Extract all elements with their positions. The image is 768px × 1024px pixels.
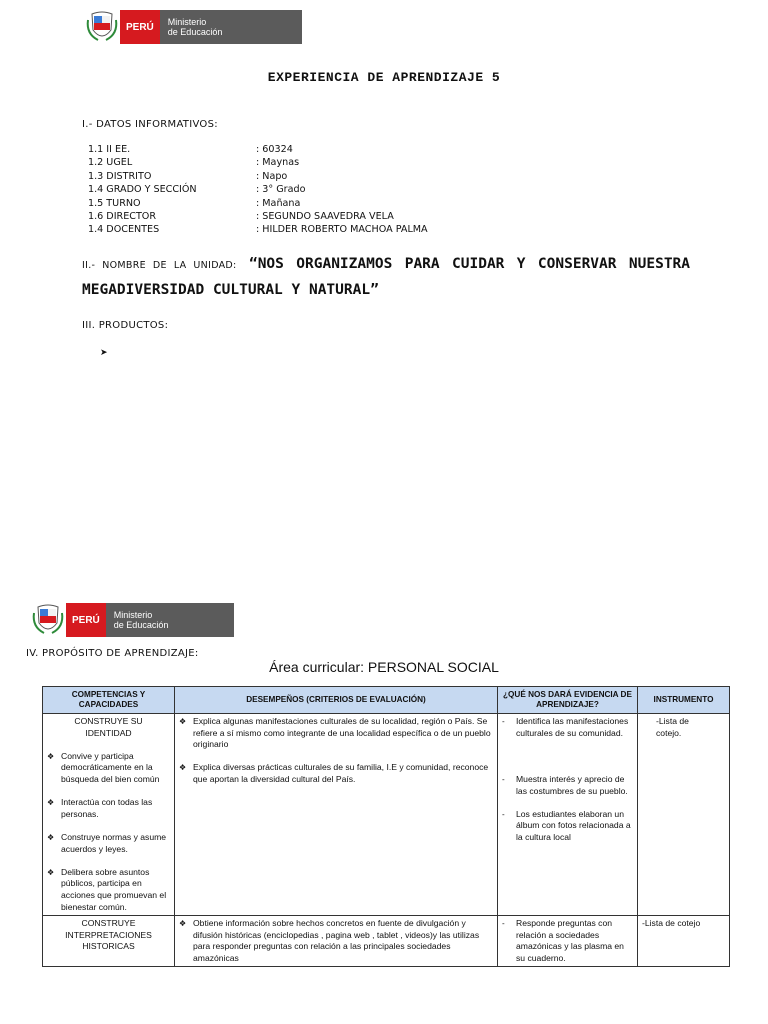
ministry-label [106, 603, 234, 637]
list-item: ❖ Construye normas y asume acuerdos y leyes. [47, 831, 167, 854]
list-item: ❖ Interactúa con todas las personas. [47, 797, 153, 819]
datos-label: 1.3 DISTRITO [88, 170, 152, 182]
datos-value: : Mañana [256, 197, 301, 209]
ministry-line-1: Ministerio [113, 610, 153, 620]
list-item: ❖ Explica diversas prácticas culturales de su familia, I.E y comunidad, reconoce que aportan la diversidad cultural del País. [179, 762, 489, 784]
ministry-line-1: Ministerio [167, 17, 207, 27]
datos-value: : Napo [256, 170, 288, 182]
area-curricular: Área curricular: PERSONAL SOCIAL [269, 659, 499, 675]
unit-name-block [82, 252, 690, 303]
header-evidencia: ¿QUÉ NOS DARÁ EVIDENCIA DE APRENDIZAJE? [498, 687, 638, 714]
datos-row [88, 223, 428, 236]
diamond-bullet-icon: ❖ [179, 717, 187, 726]
header-desempenos: DESEMPEÑOS (CRITERIOS DE EVALUACIÓN) [175, 687, 498, 714]
datos-value: : SEGUNDO SAAVEDRA VELA [256, 211, 394, 223]
datos-table [88, 143, 428, 237]
datos-row [88, 170, 428, 183]
diamond-bullet-icon: ❖ [179, 919, 187, 929]
datos-value: : Maynas [256, 157, 300, 169]
instrumento-cell [638, 916, 730, 967]
datos-value: : 60324 [256, 144, 293, 155]
datos-row [88, 210, 428, 223]
peru-label: PERÚ [120, 10, 160, 44]
section-productos: III. PRODUCTOS: [82, 320, 169, 331]
header-competencias: COMPETENCIAS Y CAPACIDADES [43, 687, 175, 714]
competencia-title: CONSTRUYE SU IDENTIDAD [74, 716, 143, 738]
list-item: - Muestra interés y aprecio de las costumbres de su pueblo. [502, 773, 628, 796]
instrumento-cell [638, 714, 730, 916]
diamond-bullet-icon: ❖ [47, 751, 55, 761]
competencias-table [42, 686, 730, 967]
peru-coat-of-arms-icon [30, 603, 66, 637]
datos-label: 1.4 GRADO Y SECCIÓN [88, 184, 197, 196]
instrumento-value: -Lista de cotejo. [656, 716, 689, 738]
competencia-title: CONSTRUYE INTERPRETACIONES HISTORICAS [65, 918, 152, 952]
arrow-bullet-icon: ➤ [100, 347, 108, 357]
datos-row [88, 183, 428, 196]
section-datos-informativos: I.- DATOS INFORMATIVOS: [82, 119, 218, 130]
ministry-banner-2 [30, 603, 234, 637]
datos-row [88, 143, 428, 156]
peru-coat-of-arms-icon [84, 10, 120, 44]
header-instrumento: INSTRUMENTO [638, 687, 730, 714]
datos-row [88, 156, 428, 169]
datos-label: 1.1 II EE. [88, 144, 131, 155]
section-nombre-unidad: II.- NOMBRE DE LA UNIDAD: [82, 260, 237, 271]
diamond-bullet-icon: ❖ [47, 867, 55, 877]
table-row [43, 714, 730, 916]
desempenos-cell [175, 916, 498, 967]
list-item: - Identifica las manifestaciones culturales de su comunidad. [502, 716, 629, 738]
diamond-bullet-icon: ❖ [179, 763, 187, 773]
ministry-banner [84, 10, 302, 44]
datos-label: 1.2 UGEL [88, 157, 133, 169]
datos-label: 1.6 DIRECTOR [88, 211, 157, 223]
instrumento-value: -Lista de cotejo [642, 918, 701, 929]
ministry-line-2: de Educación [113, 620, 169, 630]
table-row [43, 916, 730, 967]
ministry-line-2: de Educación [167, 27, 223, 37]
list-item: - Responde preguntas con relación a sociedades amazónicas y las plasma en su cuaderno. [502, 918, 624, 963]
peru-label: PERÚ [66, 603, 106, 637]
diamond-bullet-icon: ❖ [47, 832, 55, 842]
diamond-bullet-icon: ❖ [47, 798, 55, 808]
evidencia-cell [498, 916, 638, 967]
unit-name: “NOS ORGANIZAMOS PARA CUIDAR Y CONSERVAR NUESTRA MEGADIVERSIDAD CULTURAL Y NATURAL” [82, 256, 691, 298]
competencia-cell [43, 916, 175, 967]
section-proposito: IV. PROPÓSITO DE APRENDIZAJE: [26, 648, 199, 659]
datos-label: 1.5 TURNO [88, 197, 141, 209]
document-title: EXPERIENCIA DE APRENDIZAJE 5 [267, 70, 501, 85]
ministry-label [160, 10, 302, 44]
list-item: ❖ Convive y participa democráticamente en la búsqueda del bien común [47, 750, 160, 784]
competencia-cell [43, 714, 175, 916]
table-header-row [43, 687, 730, 714]
evidencia-cell [498, 714, 638, 916]
datos-label: 1.4 DOCENTES [88, 224, 160, 236]
list-item: ❖ Obtiene información sobre hechos concretos en fuente de divulgación y difusión históricas (enciclopedias , pagina web , tablet , videos)y las utilizas para responder preguntas con relación a las principales sociedades amazónicas [179, 918, 480, 963]
list-item: ❖ Explica algunas manifestaciones culturales de su localidad, región o País. Se refiere a sí mismo como integrante de una localidad específica o de un pueblo originario [179, 716, 491, 750]
datos-value: : 3° Grado [256, 184, 306, 196]
datos-row [88, 197, 428, 210]
list-item: ❖ Delibera sobre asuntos públicos, participa en acciones que promuevan el bienestar común. [47, 866, 167, 912]
datos-value: : HILDER ROBERTO MACHOA PALMA [256, 224, 428, 236]
desempenos-cell [175, 714, 498, 916]
list-item: - Los estudiantes elaboran un álbum con fotos relacionada a la cultura local [502, 808, 631, 842]
